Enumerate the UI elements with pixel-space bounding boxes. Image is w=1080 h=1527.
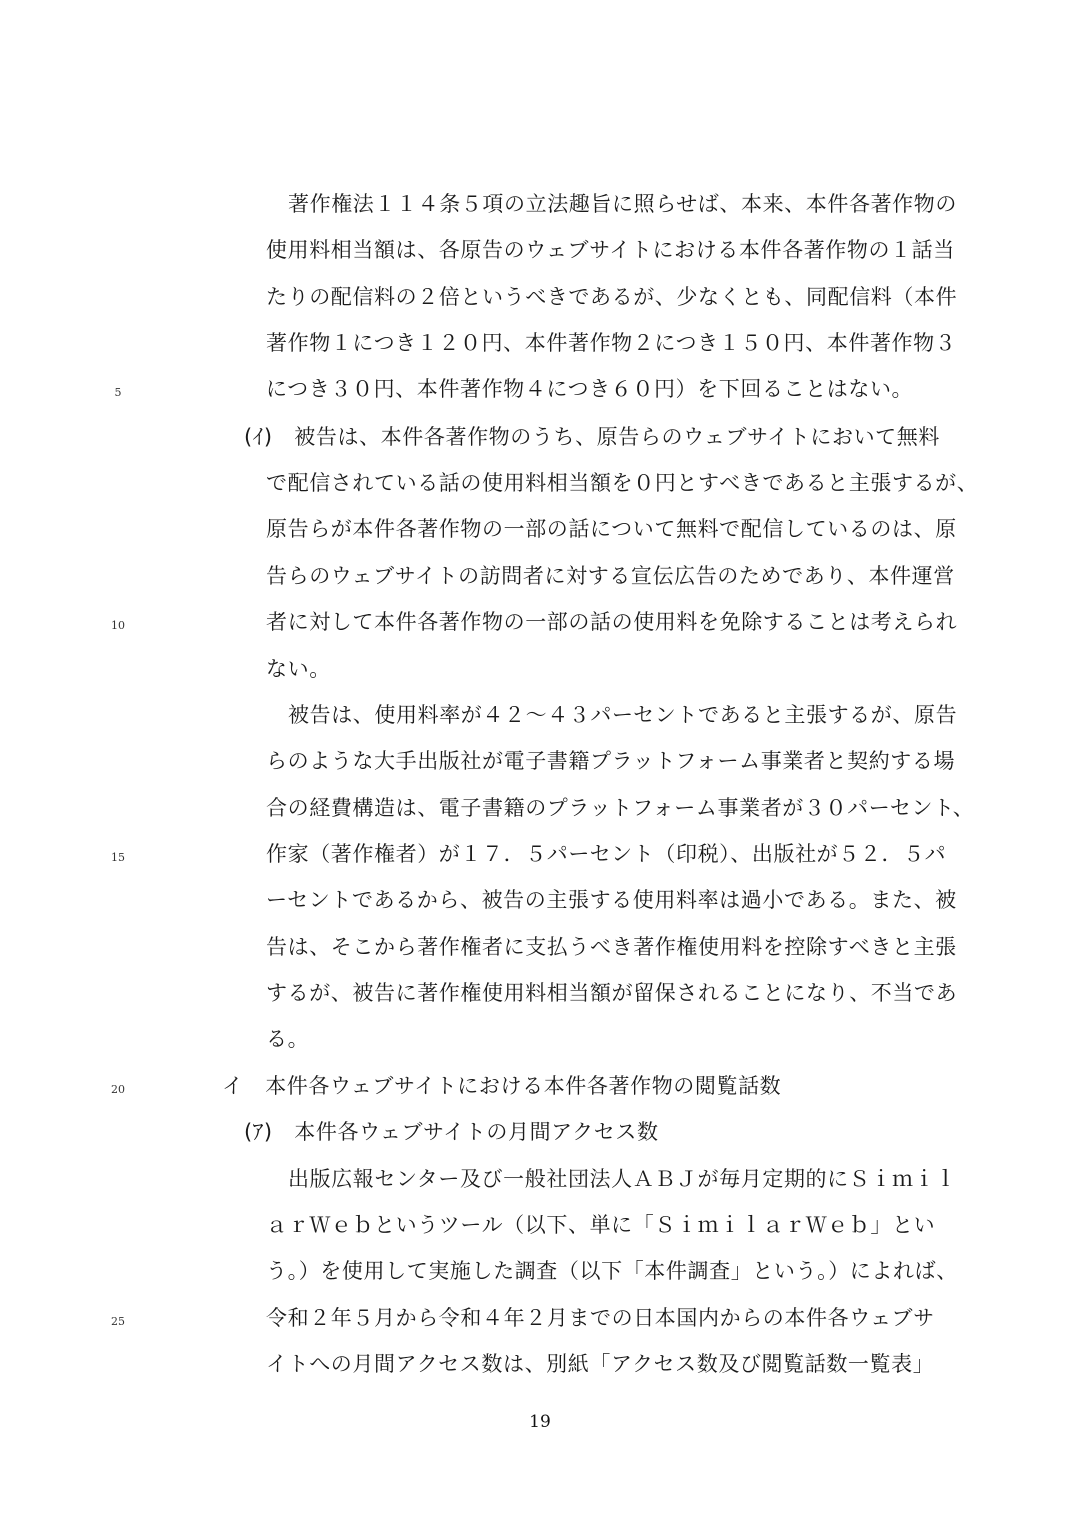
text-line: う。）を使用して実施した調査（以下「本件調査」という。）によれば、 <box>266 1259 958 1283</box>
text-line: するが、被告に著作権使用料相当額が留保されることになり、不当であ <box>266 981 958 1005</box>
text-line: (ｲ) 被告は、本件各著作物のうち、原告らのウェブサイトにおいて無料 <box>244 425 940 449</box>
text-line: 使用料相当額は、各原告のウェブサイトにおける本件各著作物の１話当 <box>266 238 955 262</box>
line-number: 25 <box>111 1315 125 1328</box>
line-number: 20 <box>111 1083 125 1096</box>
text-line: 令和２年５月から令和４年２月までの日本国内からの本件各ウェブサ <box>266 1306 935 1330</box>
text-line: 合の経費構造は、電子書籍のプラットフォーム事業者が３０パーセント、 <box>266 796 975 820</box>
text-line: 被告は、使用料率が４２～４３パーセントであると主張するが、原告 <box>288 703 958 727</box>
text-line: らのような大手出版社が電子書籍プラットフォーム事業者と契約する場 <box>266 749 956 773</box>
subsection-heading: (ｱ) 本件各ウェブサイトの月間アクセス数 <box>244 1120 659 1144</box>
text-line: ない。 <box>266 657 331 681</box>
line-number: 15 <box>111 851 125 864</box>
text-line: る。 <box>266 1027 310 1051</box>
text-line: 者に対して本件各著作物の一部の話の使用料を免除することは考えられ <box>266 610 958 634</box>
section-heading: イ 本件各ウェブサイトにおける本件各著作物の閲覧話数 <box>222 1074 782 1098</box>
text-line: イトへの月間アクセス数は、別紙「アクセス数及び閲覧話数一覧表」 <box>266 1352 935 1376</box>
text-line: 著作権法１１４条５項の立法趣旨に照らせば、本来、本件各著作物の <box>288 192 957 216</box>
text-line: 出版広報センター及び一般社団法人ＡＢＪが毎月定期的にＳｉｍｉｌ <box>288 1167 957 1191</box>
line-number: 5 <box>114 386 122 399</box>
text-line: ーセントであるから、被告の主張する使用料率は過小である。また、被 <box>266 888 957 912</box>
page-number: 19 <box>529 1412 551 1432</box>
text-line: 作家（著作権者）が１７．５パーセント（印税）、出版社が５２．５パ <box>266 842 947 866</box>
text-line: で配信されている話の使用料相当額を０円とすべきであると主張するが、 <box>266 471 979 495</box>
text-line: 原告らが本件各著作物の一部の話について無料で配信しているのは、原 <box>266 517 957 541</box>
text-line: につき３０円、本件著作物４につき６０円）を下回ることはない。 <box>266 377 914 401</box>
text-line: 告らのウェブサイトの訪問者に対する宣伝広告のためであり、本件運営 <box>266 564 955 588</box>
text-line: たりの配信料の２倍というべきであるが、少なくとも、同配信料（本件 <box>266 285 958 309</box>
text-line: ａｒＷｅｂというツール（以下、単に「ＳｉｍｉｌａｒＷｅｂ」とい <box>266 1213 936 1237</box>
text-line: 告は、そこから著作権者に支払うべき著作権使用料を控除すべきと主張 <box>266 935 957 959</box>
line-number: 10 <box>111 619 125 632</box>
text-line: 著作物１につき１２０円、本件著作物２につき１５０円、本件著作物３ <box>266 331 957 355</box>
